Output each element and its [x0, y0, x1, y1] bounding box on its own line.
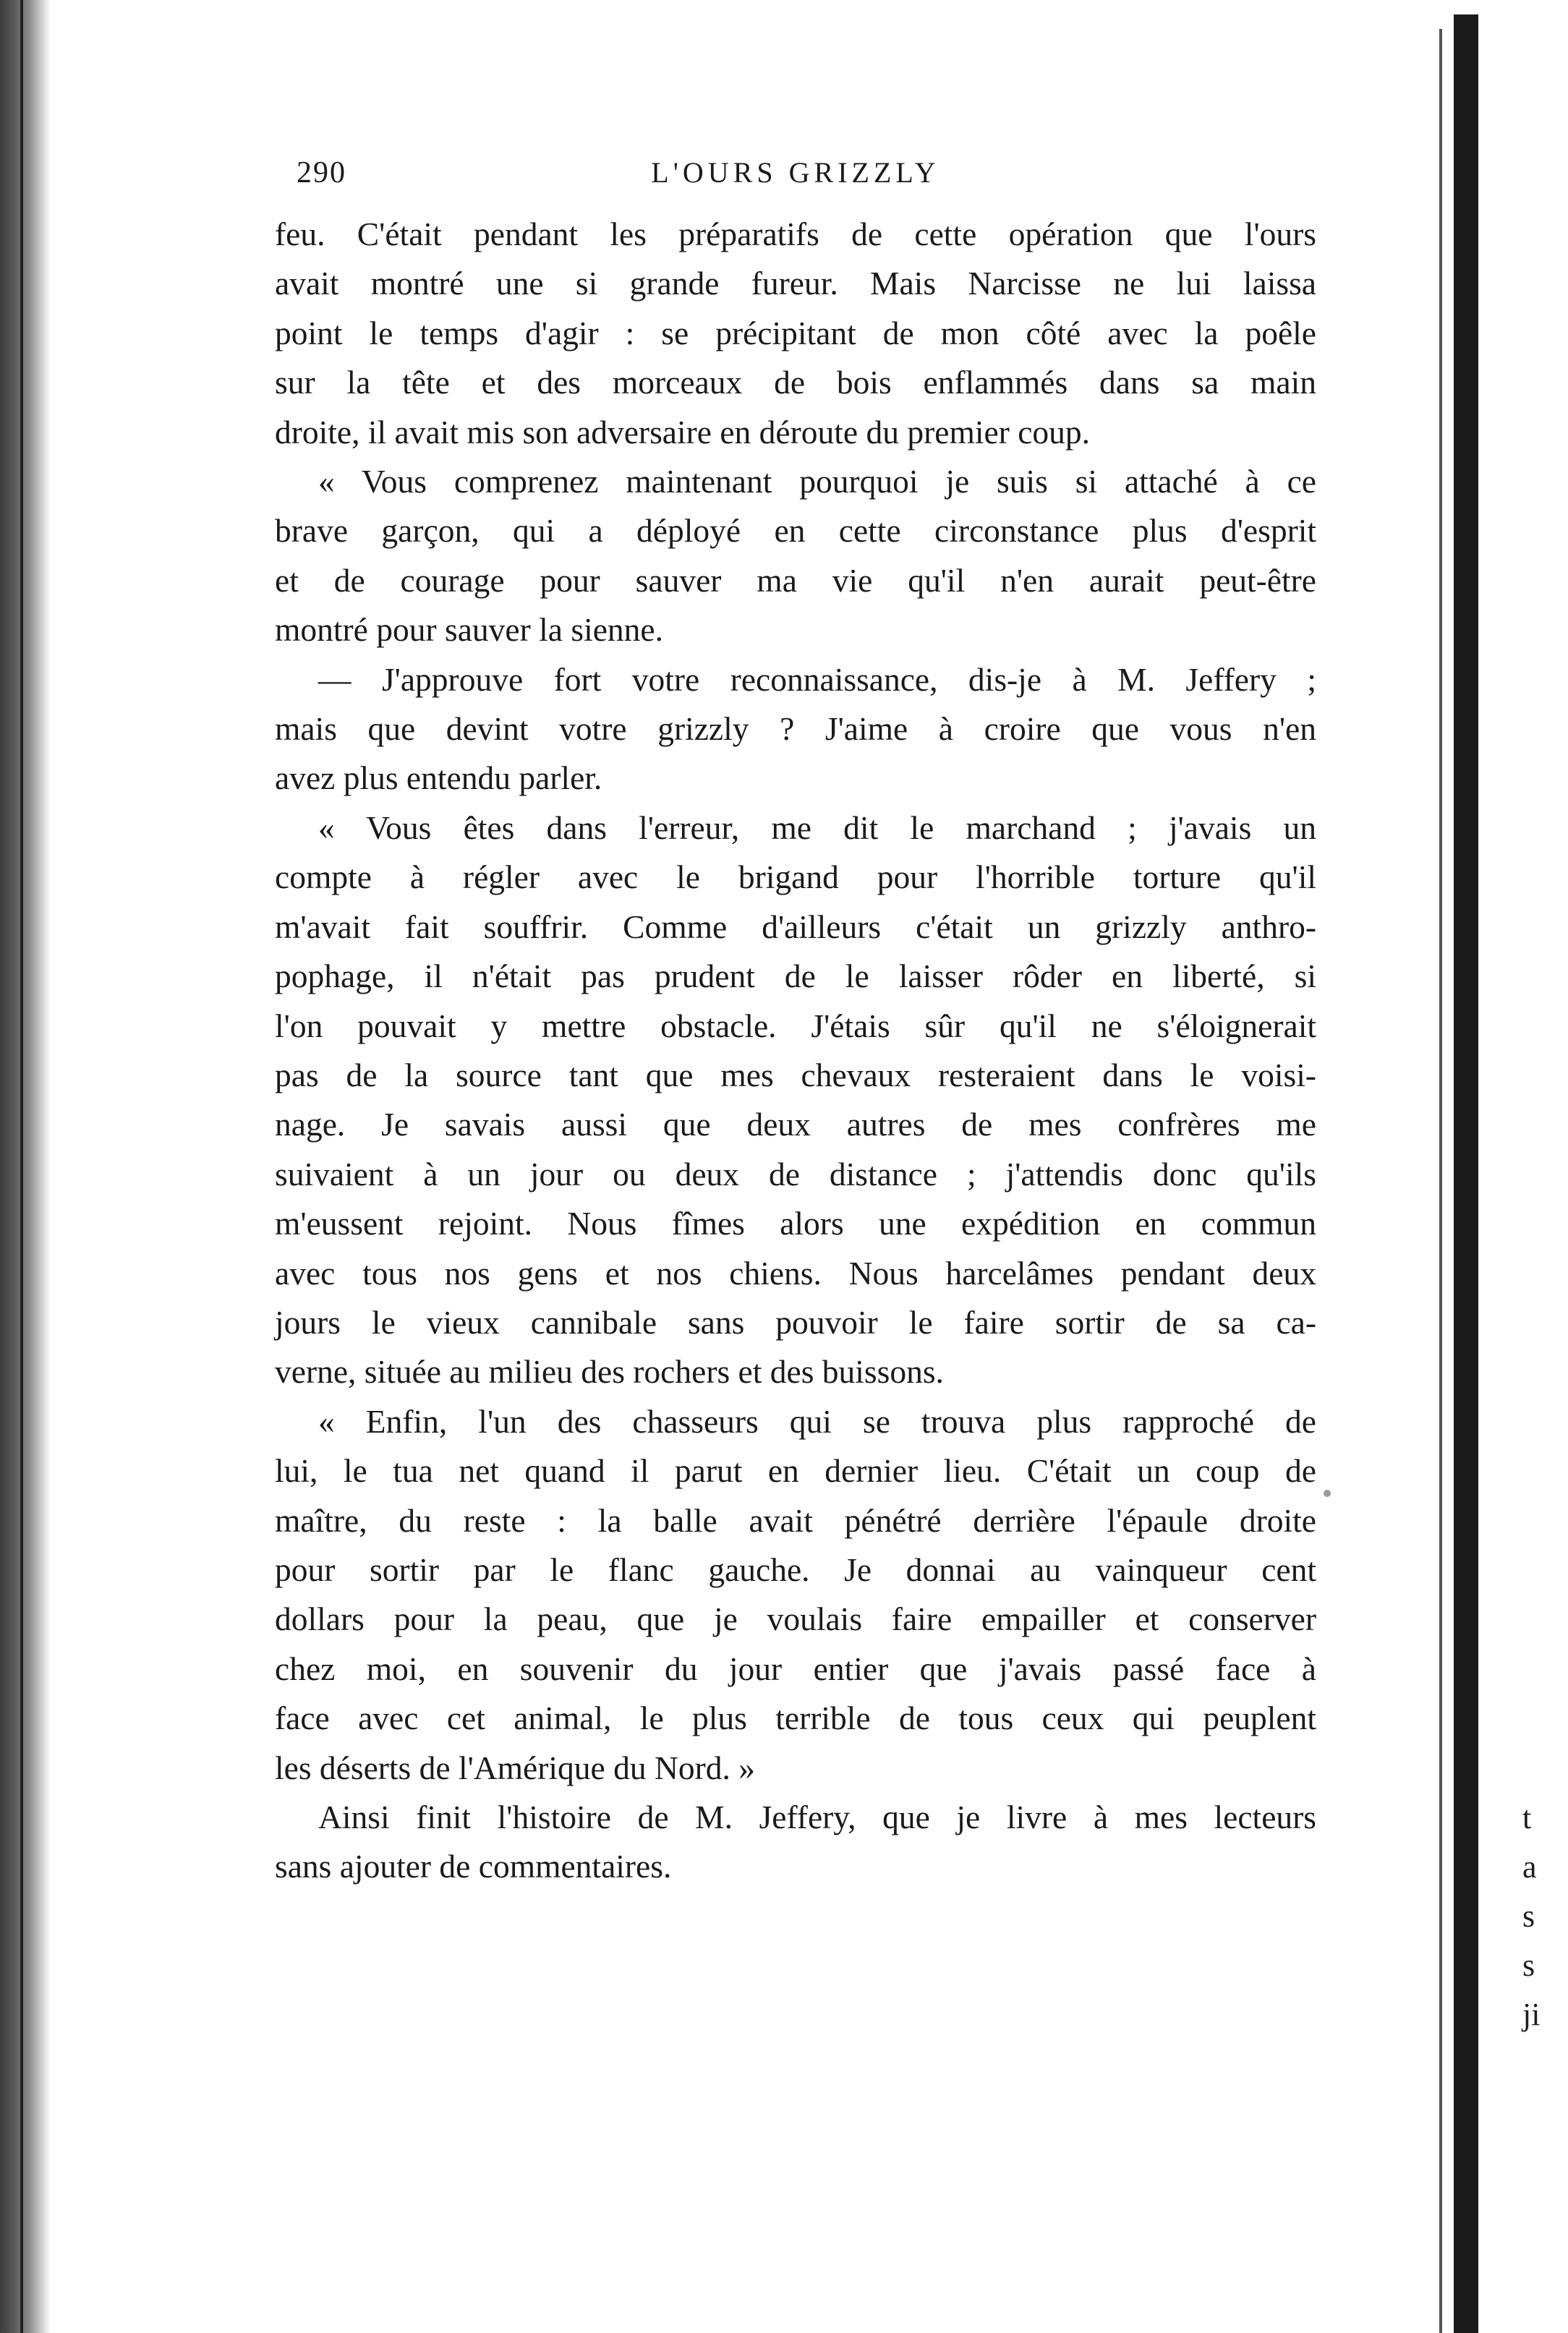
text-line: m'eussent rejoint. Nous fîmes alors une expédition en commun	[275, 1205, 1316, 1242]
fragment-line: a	[1522, 1849, 1537, 1885]
text-line: pophage, il n'était pas prudent de le laisser rôder en liberté, si	[275, 957, 1316, 995]
text-line: verne, située au milieu des rochers et des buissons.	[275, 1353, 944, 1391]
book-page	[275, 145, 1316, 2242]
fragment-line: ji	[1522, 1997, 1541, 2032]
text-line: dollars pour la peau, que je voulais faire empailler et conserver	[275, 1600, 1316, 1638]
text-line: m'avait fait souffrir. Comme d'ailleurs c'était un grizzly anthro-	[275, 908, 1316, 945]
paragraph	[275, 457, 1316, 655]
text-line: et de courage pour sauver ma vie qu'il n'en aurait peut-être	[275, 561, 1316, 599]
paper-speck	[1324, 1490, 1331, 1497]
gutter-rule	[20, 0, 23, 2333]
text-line: avait montré une si grande fureur. Mais Narcisse ne lui laissa	[275, 265, 1316, 302]
text-line: jours le vieux cannibale sans pouvoir le faire sortir de sa ca-	[275, 1303, 1316, 1341]
text-line: mais que devint votre grizzly ? J'aime à croire que vous n'en	[275, 710, 1316, 748]
text-line: sur la tête et des morceaux de bois enflammés dans sa main	[275, 364, 1316, 401]
paragraph	[275, 210, 1316, 457]
fragment-line: s	[1522, 1898, 1535, 1934]
facing-page-fold	[1454, 14, 1478, 2333]
text-line: pas de la source tant que mes chevaux resteraient dans le voisi-	[275, 1056, 1316, 1093]
fragment-line: s	[1522, 1948, 1535, 1983]
text-line: chez moi, en souvenir du jour entier que j'avais passé face à	[275, 1650, 1316, 1687]
text-line: compte à régler avec le brigand pour l'horrible torture qu'il	[275, 858, 1316, 896]
text-line: lui, le tua net quand il parut en dernier lieu. C'était un coup de	[275, 1452, 1316, 1490]
text-line: Ainsi finit l'histoire de M. Jeffery, que je livre à mes lecteurs	[318, 1799, 1316, 1835]
text-line: pour sortir par le flanc gauche. Je donnai au vainqueur cent	[275, 1551, 1316, 1588]
text-line: montré pour sauver la sienne.	[275, 611, 663, 649]
text-line: suivaient à un jour ou deux de distance ; j'attendis donc qu'ils	[275, 1155, 1316, 1193]
text-line: les déserts de l'Amérique du Nord. »	[275, 1749, 755, 1786]
paragraph	[275, 1793, 1316, 1892]
fragment-line: t	[1522, 1800, 1532, 1835]
text-line: avec tous nos gens et nos chiens. Nous harcelâmes pendant deux	[275, 1254, 1316, 1292]
body-text	[275, 210, 1316, 1892]
facing-page-text-fragment	[1522, 1794, 1566, 2039]
text-line: brave garçon, qui a déployé en cette circonstance plus d'esprit	[275, 512, 1316, 550]
text-line: « Enfin, l'un des chasseurs qui se trouva plus rapproché de	[318, 1402, 1316, 1440]
text-line: droite, il avait mis son adversaire en déroute du premier coup.	[275, 413, 1091, 451]
text-line: feu. C'était pendant les préparatifs de cette opération que l'ours	[275, 216, 1316, 252]
text-line: « Vous êtes dans l'erreur, me dit le marchand ; j'avais un	[318, 809, 1316, 846]
page-gutter-shadow	[0, 0, 51, 2333]
text-line: maître, du reste : la balle avait pénétré derrière l'épaule droite	[275, 1501, 1316, 1539]
text-line: nage. Je savais aussi que deux autres de mes confrères me	[275, 1106, 1316, 1143]
paragraph	[275, 1397, 1316, 1793]
text-line: point le temps d'agir : se précipitant de mon côté avec la poêle	[275, 314, 1316, 351]
page-header	[275, 145, 1316, 210]
facing-page-rule-thin	[1439, 29, 1442, 2333]
text-line: — J'approuve fort votre reconnaissance, dis-je à M. Jeffery ;	[318, 660, 1316, 698]
page-number: 290	[297, 156, 346, 189]
text-line: avez plus entendu parler.	[275, 759, 602, 797]
paragraph	[275, 803, 1316, 1397]
text-line: face avec cet animal, le plus terrible de tous ceux qui peuplent	[275, 1699, 1316, 1737]
running-title: L'OURS GRIZZLY	[651, 156, 940, 189]
text-line: l'on pouvait y mettre obstacle. J'étais sûr qu'il ne s'éloignerait	[275, 1007, 1316, 1044]
text-line: sans ajouter de commentaires.	[275, 1848, 672, 1885]
text-line: « Vous comprenez maintenant pourquoi je suis si attaché à ce	[318, 463, 1316, 500]
paragraph	[275, 655, 1316, 803]
